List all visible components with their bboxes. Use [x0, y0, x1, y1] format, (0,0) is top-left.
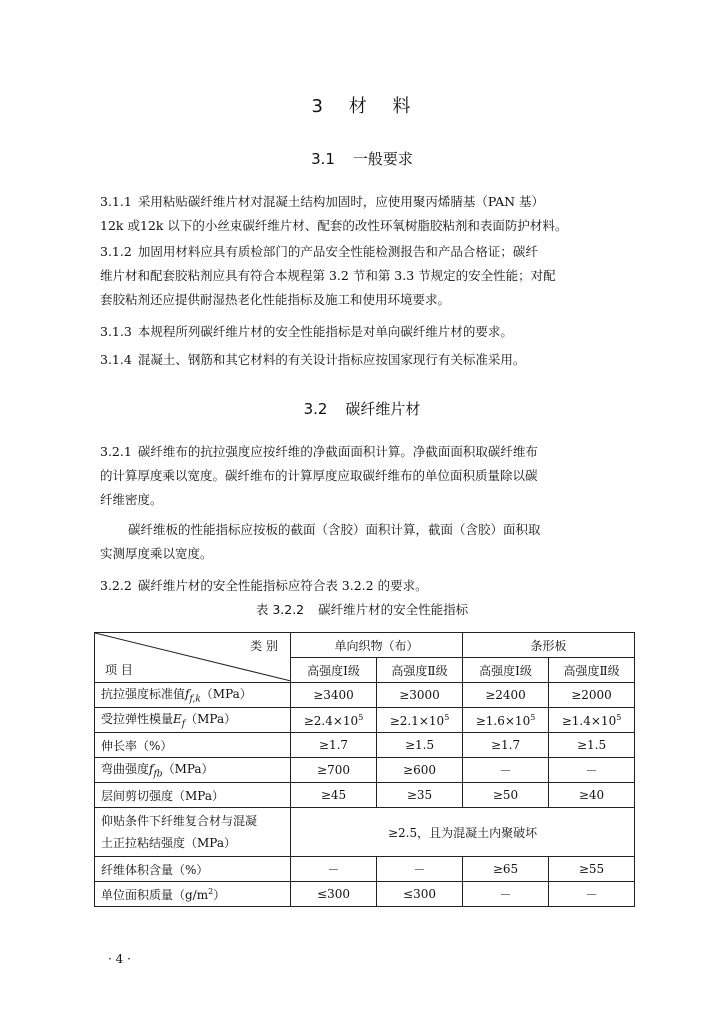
- header-grade: 高强度Ⅰ级: [291, 658, 377, 683]
- table-cell: [291, 708, 377, 733]
- header-group-fabric: 单向织物（布）: [291, 633, 463, 658]
- row-label-symbol: f: [149, 762, 154, 777]
- table-cell: ≥55: [549, 857, 635, 882]
- header-grade: 高强度Ⅱ级: [549, 658, 635, 683]
- clause-3-1-1: [100, 190, 628, 238]
- row-label-subscript: f: [181, 719, 186, 730]
- table-cell: ≥35: [377, 783, 463, 808]
- row-label-unit: （MPa）: [200, 687, 252, 702]
- clause-text: 纤维密度。: [100, 492, 163, 507]
- table-cell: ≥1.5: [377, 733, 463, 758]
- row-label-text: ）: [213, 887, 226, 902]
- clause-number: 3.1.2: [100, 244, 132, 259]
- row-label-text: 弯曲强度: [101, 762, 150, 777]
- table-row: [95, 808, 635, 857]
- clause-number: 3.2.1: [100, 444, 132, 459]
- row-label: [95, 683, 291, 708]
- row-label-text: 单位面积质量（g/m: [101, 887, 209, 902]
- table-row: [95, 857, 635, 882]
- table-cell: ≥3000: [377, 683, 463, 708]
- cell-value: ≥2.1×10: [389, 713, 445, 728]
- table-cell: ≥600: [377, 758, 463, 783]
- section-title-3-1: [0, 148, 724, 169]
- table-cell: [377, 708, 463, 733]
- row-label-symbol: E: [173, 712, 182, 727]
- row-label: 纤维体积含量（%）: [95, 857, 291, 882]
- carbon-fiber-property-table: [94, 632, 635, 907]
- table-cell: －: [291, 857, 377, 882]
- clause-text: 的计算厚度乘以宽度。碳纤维布的计算厚度应取碳纤维布的单位面积质量除以碳: [100, 468, 538, 483]
- table-cell-merged: ≥2.5，且为混凝土内聚破坏: [291, 808, 635, 857]
- row-label: [95, 882, 291, 907]
- section-title-text: 一般要求: [352, 150, 413, 168]
- row-label-text: 土正拉粘结强度（MPa）: [101, 836, 236, 850]
- table-cell: －: [549, 882, 635, 907]
- clause-text: 混凝土、钢筋和其它材料的有关设计指标应按国家现行有关标准采用。: [137, 352, 526, 367]
- clause-number: 3.1.1: [100, 194, 132, 209]
- row-label-subscript: f,k: [189, 694, 201, 705]
- chapter-title: [0, 92, 724, 118]
- table-cell: ≥45: [291, 783, 377, 808]
- clause-text: 加固用材料应具有质检部门的产品安全性能检测报告和产品合格证；碳纤: [137, 244, 538, 259]
- section-number: 3.2: [303, 400, 328, 418]
- table-title: 碳纤维片材的安全性能指标: [318, 602, 469, 617]
- clause-text: 套胶粘剂还应提供耐湿热老化性能指标及施工和使用环境要求。: [100, 292, 451, 307]
- clause-text: 12k 或12k 以下的小丝束碳纤维片材、配套的改性环氧树脂胶粘剂和表面防护材料。: [100, 218, 568, 233]
- header-category: 类 别: [250, 639, 278, 653]
- chapter-title-char-2: 料: [392, 96, 413, 117]
- table-cell: ≥2400: [463, 683, 549, 708]
- clause-number: 3.1.4: [100, 352, 132, 367]
- table-cell: ≥1.5: [549, 733, 635, 758]
- table-cell: ≥1.7: [463, 733, 549, 758]
- table-row: [95, 783, 635, 808]
- clause-3-2-1: [100, 440, 628, 512]
- table-row: [95, 882, 635, 907]
- table-cell: －: [463, 882, 549, 907]
- section-title-3-2: [0, 398, 724, 419]
- table-cell: －: [463, 758, 549, 783]
- table-cell: [463, 708, 549, 733]
- clause-3-2-1-continued: [100, 518, 628, 566]
- clause-3-2-2: [100, 574, 628, 598]
- row-label-text: 仰贴条件下纤维复合材与混凝: [101, 814, 258, 828]
- table-cell: ≥50: [463, 783, 549, 808]
- header-group-plate: 条形板: [463, 633, 635, 658]
- table-cell: －: [377, 857, 463, 882]
- table-row: [95, 758, 635, 783]
- header-grade: 高强度Ⅰ级: [463, 658, 549, 683]
- clause-3-1-4: [100, 348, 628, 372]
- clause-number: 3.2.2: [100, 578, 132, 593]
- row-label-superscript: 2: [208, 886, 214, 896]
- row-label-unit: （MPa）: [162, 762, 214, 777]
- table-caption: [0, 600, 724, 618]
- page-number: · 4 ·: [108, 952, 131, 966]
- clause-text: 碳纤维片材的安全性能指标应符合表 3.2.2 的要求。: [137, 578, 428, 593]
- table-cell: ≥2000: [549, 683, 635, 708]
- table-cell: ≥40: [549, 783, 635, 808]
- table-cell: ≤300: [291, 882, 377, 907]
- row-label-unit: （MPa）: [185, 712, 237, 727]
- table-row: [95, 733, 635, 758]
- row-label: 层间剪切强度（MPa）: [95, 783, 291, 808]
- row-label: 伸长率（%）: [95, 733, 291, 758]
- cell-value: ≥2.4×10: [303, 713, 359, 728]
- row-label-text: 抗拉强度标准值: [101, 687, 186, 702]
- row-label: [95, 808, 291, 857]
- clause-text: 碳纤维布的抗拉强度应按纤维的净截面面积计算。净截面面积取碳纤维布: [137, 444, 538, 459]
- table-header-corner: [95, 633, 291, 683]
- table-cell: ≤300: [377, 882, 463, 907]
- cell-exponent: 5: [616, 712, 622, 722]
- row-label-symbol: f: [185, 687, 190, 702]
- cell-exponent: 5: [358, 712, 364, 722]
- table-cell: ≥65: [463, 857, 549, 882]
- clause-text: 碳纤维板的性能指标应按板的截面（含胶）面积计算，截面（含胶）面积取: [128, 522, 541, 537]
- chapter-number: 3: [311, 96, 325, 117]
- cell-value: ≥1.4×10: [561, 713, 617, 728]
- clause-3-1-3: [100, 320, 628, 344]
- clause-3-1-2: [100, 240, 628, 312]
- table-cell: ≥3400: [291, 683, 377, 708]
- table-row: [95, 708, 635, 733]
- clause-text: 维片材和配套胶粘剂应具有符合本规程第 3.2 节和第 3.3 节规定的安全性能；对配: [100, 268, 556, 283]
- clause-text: 采用粘贴碳纤维片材对混凝土结构加固时，应使用聚丙烯腈基（PAN 基）: [137, 194, 545, 209]
- clause-text: 实测厚度乘以宽度。: [100, 546, 213, 561]
- row-label-text: 受拉弹性模量: [101, 712, 174, 727]
- cell-exponent: 5: [530, 712, 536, 722]
- row-label: [95, 758, 291, 783]
- clause-number: 3.1.3: [100, 324, 132, 339]
- table-cell: [549, 708, 635, 733]
- table-cell: ≥1.7: [291, 733, 377, 758]
- header-grade: 高强度Ⅱ级: [377, 658, 463, 683]
- section-number: 3.1: [311, 150, 335, 168]
- row-label: [95, 708, 291, 733]
- clause-text: 本规程所列碳纤维片材的安全性能指标是对单向碳纤维片材的要求。: [137, 324, 513, 339]
- table-cell: －: [549, 758, 635, 783]
- table-row: [95, 683, 635, 708]
- cell-exponent: 5: [444, 712, 450, 722]
- cell-value: ≥1.6×10: [475, 713, 531, 728]
- row-label-subscript: fb: [153, 769, 163, 780]
- section-title-text: 碳纤维片材: [345, 400, 421, 418]
- chapter-title-char-1: 材: [348, 96, 369, 117]
- table-number: 表 3.2.2: [255, 602, 305, 617]
- table-cell: ≥700: [291, 758, 377, 783]
- header-item: 项 目: [105, 663, 133, 677]
